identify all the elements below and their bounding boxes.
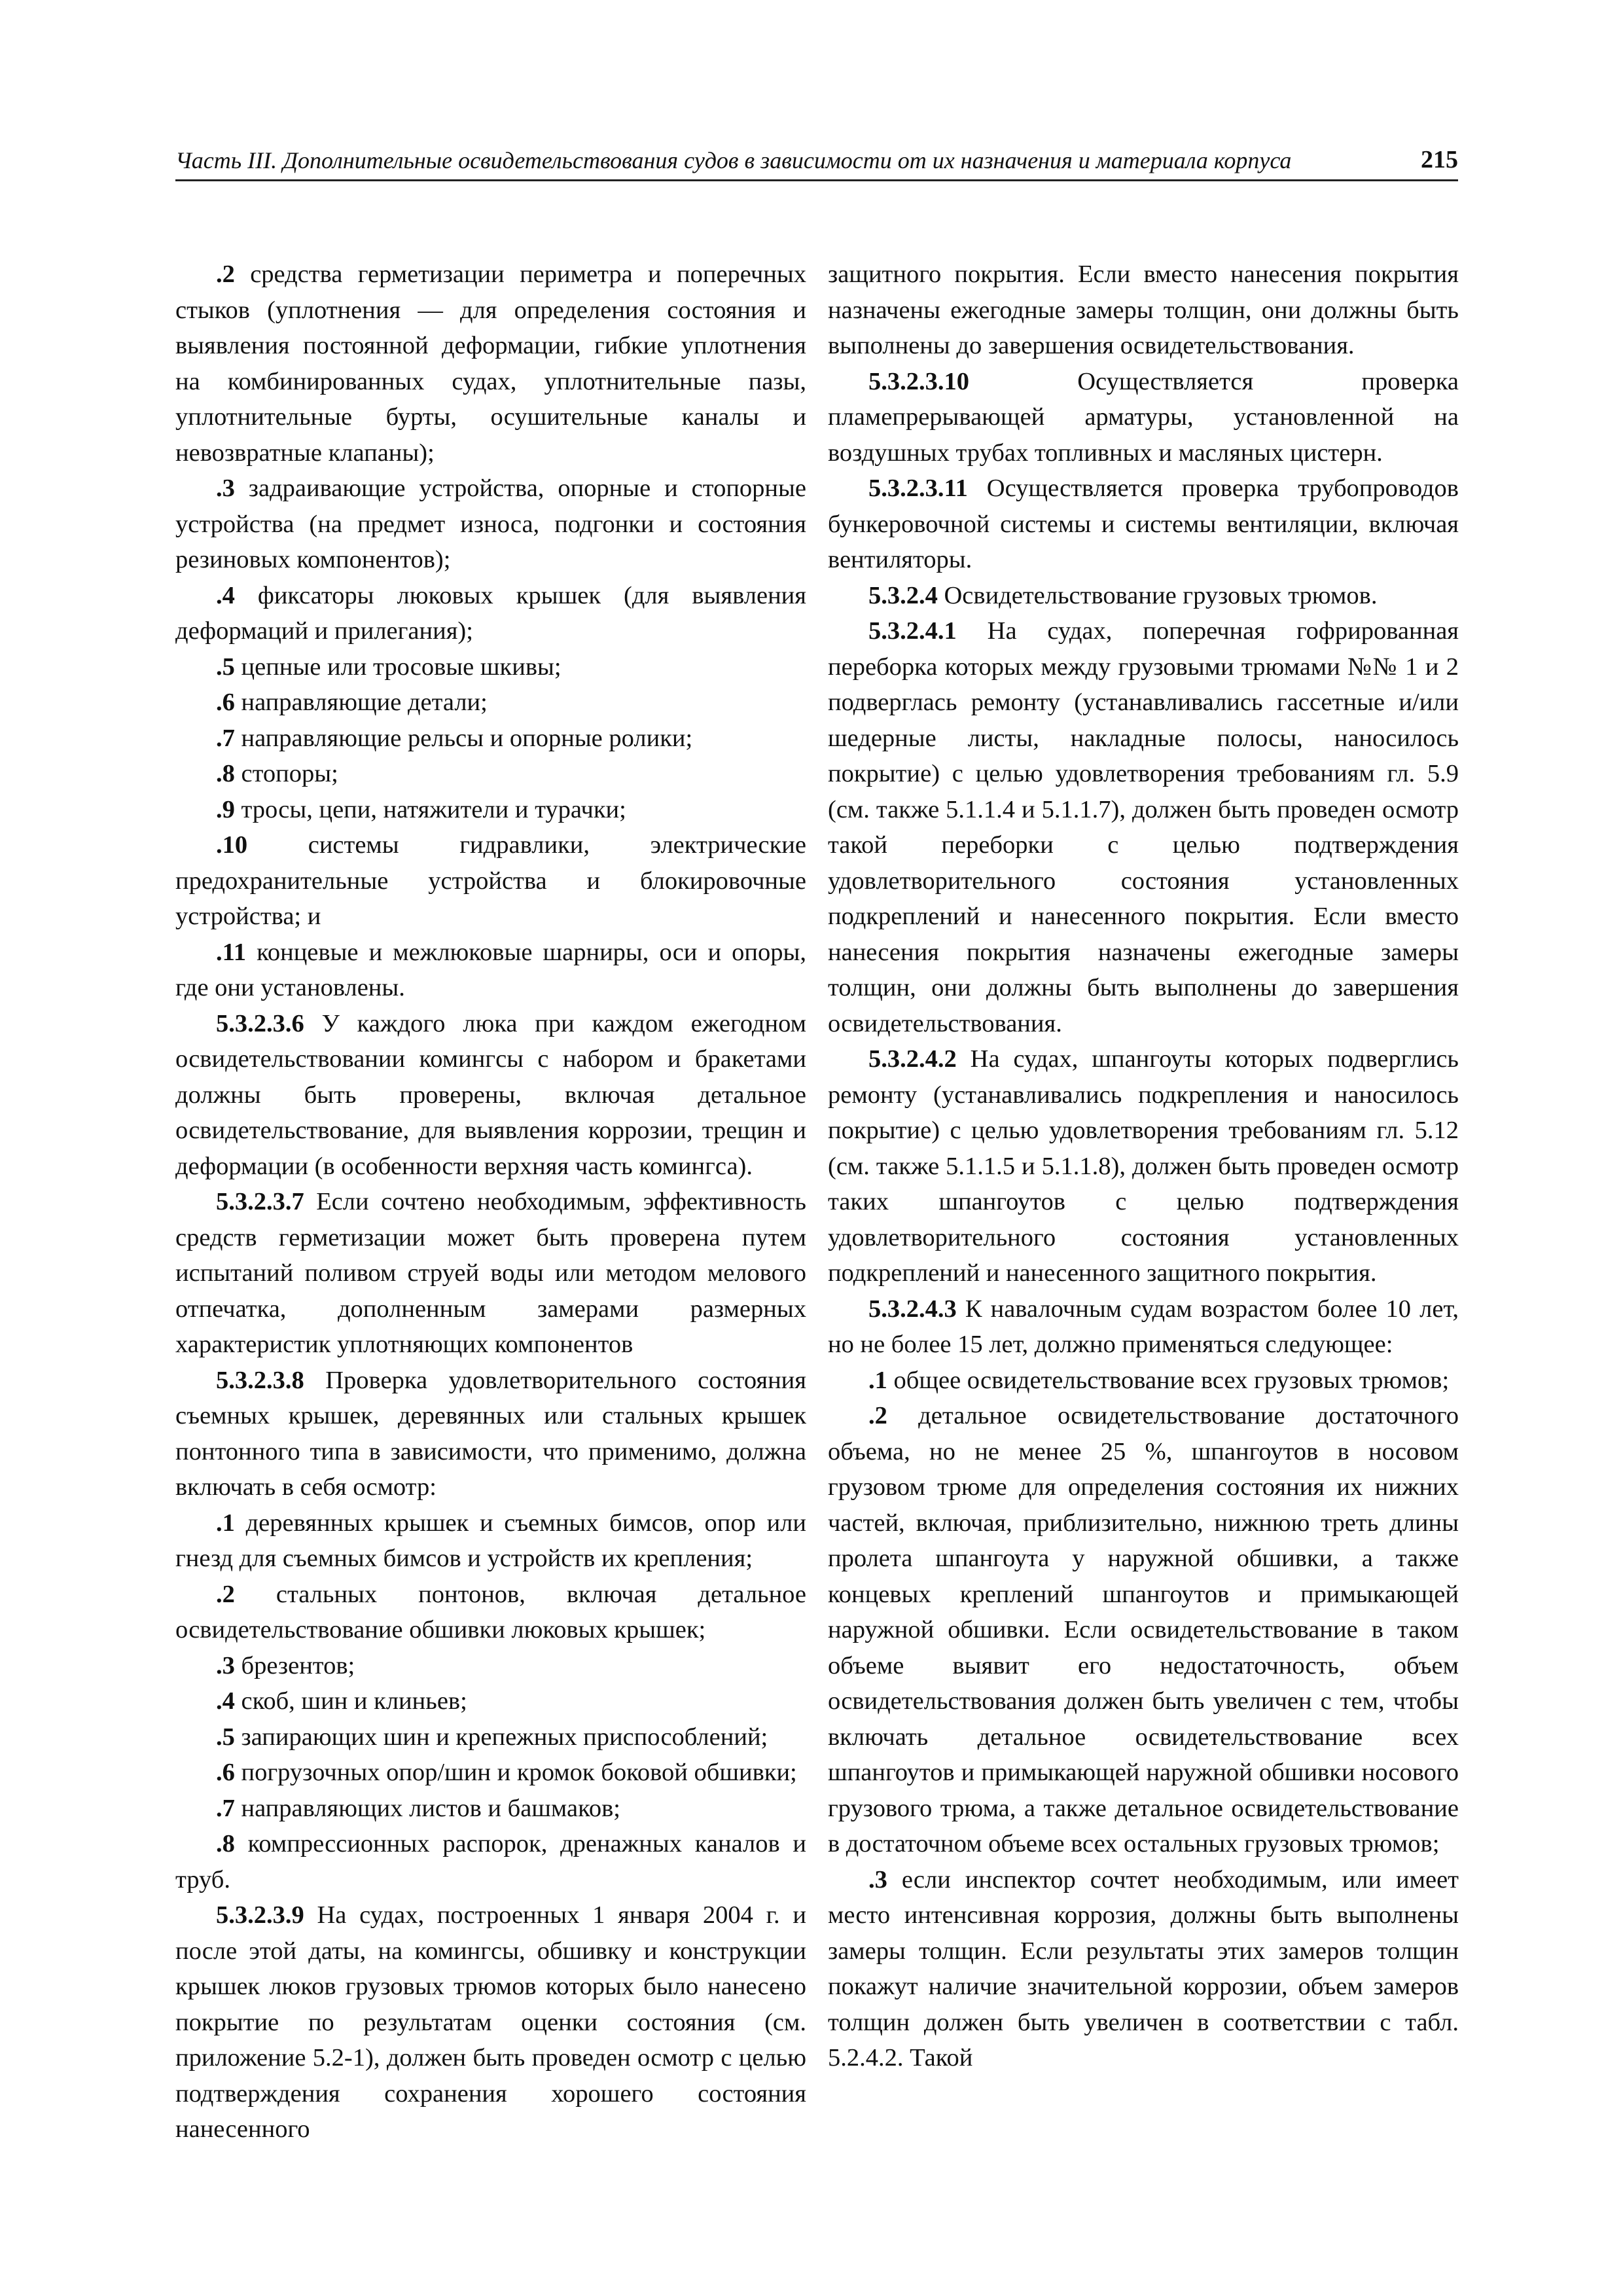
- paragraph-number: 5.3.2.3.8: [216, 1366, 304, 1394]
- paragraph-number: .4: [216, 581, 235, 609]
- paragraph-number: 5.3.2.4.2: [868, 1045, 957, 1073]
- paragraph-number: .1: [216, 1509, 235, 1537]
- paragraph-text: стопоры;: [234, 760, 338, 787]
- paragraph: [828, 1041, 1459, 1291]
- paragraph-number: .1: [868, 1366, 887, 1394]
- paragraph-number: .9: [216, 795, 235, 823]
- paragraph-text: запирающих шин и крепежных приспособлений;: [234, 1723, 768, 1751]
- paragraph-text: На судах, шпангоуты которых подверглись ремонту (устанавливались подкрепления и наносилось покрытие) с целью удовлетворения требованиям гл. 5.12 (см. также 5.1.1.5 и 5.1.1.8), должен быть проведен осмотр таких шпангоутов с целью подтверждения удовлетворительного состояния установленных подкреплений и нанесенного защитного покрытия.: [828, 1045, 1459, 1287]
- paragraph-text: детальное освидетельствование достаточного объема, но не менее 25 %, шпангоутов в носовом грузовом трюме для определения состояния их нижних частей, включая, приблизительно, нижнюю треть длины пролета шпангоута у наружной обшивки, а также концевых креплений шпангоутов и примыкающей наружной обшивки. Если освидетельствование в таком объеме выявит его недостаточность, объем освидетельствования должен быть увеличен с тем, чтобы включать детальное освидетельствование всех шпангоутов и примыкающей наружной обшивки носового грузового трюма, а также детальное освидетельствование в достаточном объеме всех остальных грузовых трюмов;: [828, 1402, 1459, 1857]
- paragraph-number: .8: [216, 760, 235, 787]
- paragraph-number: 5.3.2.3.6: [216, 1009, 304, 1037]
- paragraph-text: Освидетельствование грузовых трюмов.: [937, 581, 1378, 609]
- paragraph-text: направляющие рельсы и опорные ролики;: [234, 724, 693, 752]
- paragraph-text: общее освидетельствование всех грузовых трюмов;: [887, 1366, 1450, 1394]
- paragraph-number: .6: [216, 689, 235, 716]
- paragraph-number: .4: [216, 1687, 235, 1715]
- paragraph-text: если инспектор сочтет необходимым, или имеет место интенсивная коррозия, должны быть выполнены замеры толщин. Если результаты этих замеров толщин покажут наличие значительной коррозии, объем замеров толщин должен быть увеличен в соответствии с табл. 5.2.4.2. Такой: [828, 1865, 1459, 2072]
- paragraph-text: Если сочтено необходимым, эффективность средств герметизации может быть проверена путем испытаний поливом струей воды или методом мелового отпечатка, дополненным замерами размерных характеристик уплотняющих компонентов: [175, 1188, 806, 1358]
- paragraph-number: .6: [216, 1759, 235, 1786]
- paragraph-text: защитного покрытия. Если вместо нанесения покрытия назначены ежегодные замеры толщин, они должны быть выполнены до завершения освидетельствования.: [828, 260, 1459, 359]
- paragraph-number: .2: [216, 1580, 235, 1608]
- paragraph-number: 5.3.2.3.11: [868, 475, 968, 502]
- paragraph-number: 5.3.2.4: [868, 581, 938, 609]
- paragraph-text: системы гидравлики, электрические предохранительные устройства и блокировочные устройства; и: [175, 831, 806, 930]
- paragraph-text: концевые и межлюковые шарниры, оси и опоры, где они установлены.: [175, 938, 806, 1001]
- paragraph-number: .2: [216, 260, 235, 288]
- paragraph: [828, 1291, 1459, 1363]
- paragraph: [175, 649, 806, 685]
- paragraph-number: .7: [216, 724, 235, 752]
- paragraph-text: У каждого люка при каждом ежегодном освидетельствовании комингсы с набором и бракетами должны быть проверены, включая детальное освидетельствование, для выявления коррозии, трещин и деформации (в особенности верхняя часть комингса).: [175, 1009, 806, 1180]
- paragraph-number: .10: [216, 831, 248, 859]
- paragraph: [175, 1897, 806, 2147]
- paragraph-text: стальных понтонов, включая детальное освидетельствование обшивки люковых крышек;: [175, 1580, 806, 1643]
- paragraph-text: деревянных крышек и съемных бимсов, опор или гнезд для съемных бимсов и устройств их крепления;: [175, 1509, 806, 1572]
- paragraph-number: .5: [216, 1723, 235, 1751]
- paragraph: [175, 792, 806, 828]
- paragraph-text: скоб, шин и клиньев;: [234, 1687, 467, 1715]
- paragraph-number: .3: [216, 475, 235, 502]
- paragraph-text: брезентов;: [234, 1651, 355, 1679]
- paragraph: [175, 1363, 806, 1505]
- paragraph-text: цепные или тросовые шкивы;: [234, 653, 562, 681]
- paragraph-text: компрессионных распорок, дренажных каналов и труб.: [175, 1830, 806, 1893]
- paragraph: [175, 578, 806, 649]
- paragraph: [828, 364, 1459, 471]
- paragraph: [828, 578, 1459, 614]
- paragraph: [828, 257, 1459, 364]
- paragraph-text: направляющие детали;: [234, 689, 488, 716]
- paragraph: [828, 1862, 1459, 2076]
- paragraph: [175, 1577, 806, 1648]
- paragraph-number: 5.3.2.3.10: [868, 367, 969, 395]
- paragraph-number: 5.3.2.4.3: [868, 1295, 957, 1323]
- paragraph: [175, 1826, 806, 1897]
- paragraph: [175, 471, 806, 578]
- paragraph-text: Осуществляется проверка пламепрерывающей арматуры, установленной на воздушных трубах топливных и масляных цистерн.: [828, 367, 1459, 467]
- paragraph-number: 5.3.2.3.9: [216, 1901, 304, 1929]
- paragraph: [175, 257, 806, 471]
- paragraph-number: 5.3.2.4.1: [868, 617, 957, 645]
- running-header: [175, 145, 1458, 181]
- right-column: [828, 257, 1459, 2076]
- paragraph-number: .11: [216, 938, 247, 966]
- paragraph: [828, 1398, 1459, 1862]
- paragraph-text: Осуществляется проверка трубопроводов бункеровочной системы и системы вентиляции, включая вентиляторы.: [828, 475, 1459, 573]
- paragraph-text: задраивающие устройства, опорные и стопорные устройства (на предмет износа, подгонки и состояния резиновых компонентов);: [175, 475, 806, 573]
- paragraph-text: погрузочных опор/шин и кромок боковой обшивки;: [234, 1759, 797, 1786]
- paragraph-text: К навалочным судам возрастом более 10 лет, но не более 15 лет, должно применяться следующее:: [828, 1295, 1459, 1358]
- paragraph: [175, 756, 806, 792]
- paragraph-text: фиксаторы люковых крышек (для выявления деформаций и прилегания);: [175, 581, 806, 645]
- paragraph-number: .5: [216, 653, 235, 681]
- header-title: Часть III. Дополнительные освидетельствования судов в зависимости от их назначения и материала корпуса: [175, 147, 1292, 173]
- paragraph-number: .8: [216, 1830, 235, 1857]
- paragraph: [828, 613, 1459, 1041]
- paragraph: [175, 685, 806, 721]
- paragraph: [828, 471, 1459, 578]
- paragraph-text: Проверка удовлетворительного состояния съемных крышек, деревянных или стальных крышек понтонного типа в зависимости, что применимо, должна включать в себя осмотр:: [175, 1366, 806, 1501]
- paragraph-text: направляющих листов и башмаков;: [234, 1794, 620, 1822]
- paragraph: [175, 1683, 806, 1719]
- paragraph-text: тросы, цепи, натяжители и турачки;: [234, 795, 626, 823]
- left-column: [175, 257, 806, 2147]
- paragraph: [175, 721, 806, 757]
- paragraph-number: 5.3.2.3.7: [216, 1188, 304, 1215]
- paragraph: [175, 1648, 806, 1684]
- paragraph-number: .3: [216, 1651, 235, 1679]
- paragraph: [828, 1363, 1459, 1399]
- paragraph: [175, 1719, 806, 1755]
- paragraph: [175, 1006, 806, 1185]
- paragraph-number: .2: [868, 1402, 887, 1429]
- paragraph: [175, 1791, 806, 1827]
- paragraph: [175, 935, 806, 1006]
- paragraph: [175, 827, 806, 935]
- paragraph-number: .3: [868, 1865, 887, 1893]
- paragraph: [175, 1184, 806, 1363]
- paragraph: [175, 1755, 806, 1791]
- paragraph-text: На судах, поперечная гофрированная переборка которых между грузовыми трюмами №№ 1 и 2 подверглась ремонту (устанавливались гассетные и/или шедерные листы, накладные полосы, наносилось покрытие) с целью удовлетворения требованиям гл. 5.9 (см. также 5.1.1.4 и 5.1.1.7), должен быть проведен осмотр такой переборки с целью подтверждения удовлетворительного состояния установленных подкреплений и нанесенного покрытия. Если вместо нанесения покрытия назначены ежегодные замеры толщин, они должны быть выполнены до завершения освидетельствования.: [828, 617, 1459, 1037]
- page-number: 215: [1421, 146, 1458, 173]
- paragraph: [175, 1505, 806, 1577]
- paragraph-text: На судах, построенных 1 января 2004 г. и после этой даты, на комингсы, обшивку и конструкции крышек люков грузовых трюмов которых было нанесено покрытие по результатам оценки состояния (см. приложение 5.2-1), должен быть проведен осмотр с целью подтверждения сохранения хорошего состояния нанесенного: [175, 1901, 806, 2143]
- paragraph-text: средства герметизации периметра и поперечных стыков (уплотнения — для определения состояния и выявления постоянной деформации, гибкие уплотнения на комбинированных судах, уплотнительные пазы, уплотнительные бурты, осушительные каналы и невозвратные клапаны);: [175, 260, 806, 467]
- paragraph-number: .7: [216, 1794, 235, 1822]
